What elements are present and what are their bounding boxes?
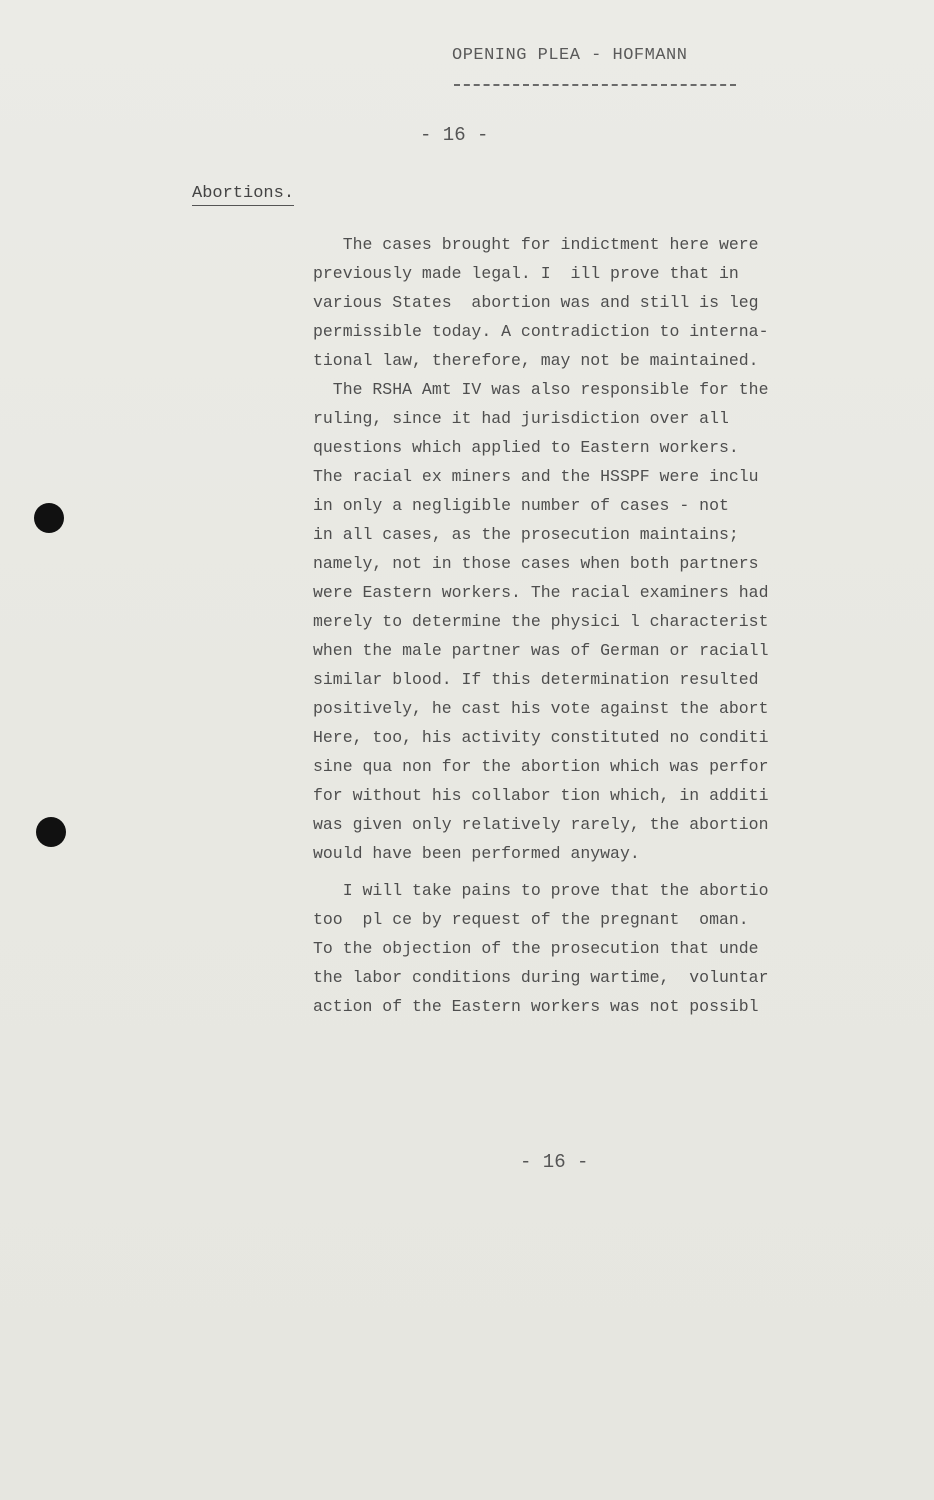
body-line: ruling, since it had jurisdiction over all xyxy=(313,409,729,428)
body-line: questions which applied to Eastern workers. xyxy=(313,438,739,457)
header-rule xyxy=(454,84,736,86)
header-title: OPENING PLEA - HOFMANN xyxy=(452,46,688,65)
body-line: in only a negligible number of cases - not xyxy=(313,496,729,515)
body-line: in all cases, as the prosecution maintains; xyxy=(313,525,739,544)
body-line: when the male partner was of German or raciall xyxy=(313,641,769,660)
body-line: namely, not in those cases when both partners xyxy=(313,554,759,573)
body-line: The RSHA Amt IV was also responsible for the xyxy=(313,380,769,399)
body-text xyxy=(313,230,873,1021)
body-line: the labor conditions during wartime, voluntar xyxy=(313,968,769,987)
body-line: To the objection of the prosecution that unde xyxy=(313,939,759,958)
body-line: action of the Eastern workers was not possibl xyxy=(313,997,759,1016)
body-line: tional law, therefore, may not be maintained. xyxy=(313,351,759,370)
body-line: similar blood. If this determination resulted xyxy=(313,670,759,689)
body-line: were Eastern workers. The racial examiners had xyxy=(313,583,769,602)
body-line: positively, he cast his vote against the abort xyxy=(313,699,769,718)
body-line: previously made legal. I ill prove that in xyxy=(313,264,739,283)
body-line: permissible today. A contradiction to interna- xyxy=(313,322,769,341)
body-line: I will take pains to prove that the abortio xyxy=(313,881,769,900)
body-line: Here, too, his activity constituted no conditi xyxy=(313,728,769,747)
body-line: for without his collabor tion which, in additi xyxy=(313,786,769,805)
punch-hole xyxy=(36,817,66,847)
punch-hole xyxy=(34,503,64,533)
body-line: The racial ex miners and the HSSPF were inclu xyxy=(313,467,759,486)
paragraph-gap xyxy=(313,868,873,876)
section-heading: Abortions. xyxy=(192,184,294,206)
body-line: would have been performed anyway. xyxy=(313,844,640,863)
body-line: was given only relatively rarely, the abortion xyxy=(313,815,769,834)
body-line: The cases brought for indictment here were xyxy=(313,235,759,254)
page-number-top: - 16 - xyxy=(420,124,489,146)
body-line: sine qua non for the abortion which was perfor xyxy=(313,757,769,776)
page-number-bottom: - 16 - xyxy=(520,1151,589,1173)
body-line: various States abortion was and still is leg xyxy=(313,293,759,312)
body-line: merely to determine the physici l characterist xyxy=(313,612,769,631)
body-line: too pl ce by request of the pregnant oman. xyxy=(313,910,749,929)
